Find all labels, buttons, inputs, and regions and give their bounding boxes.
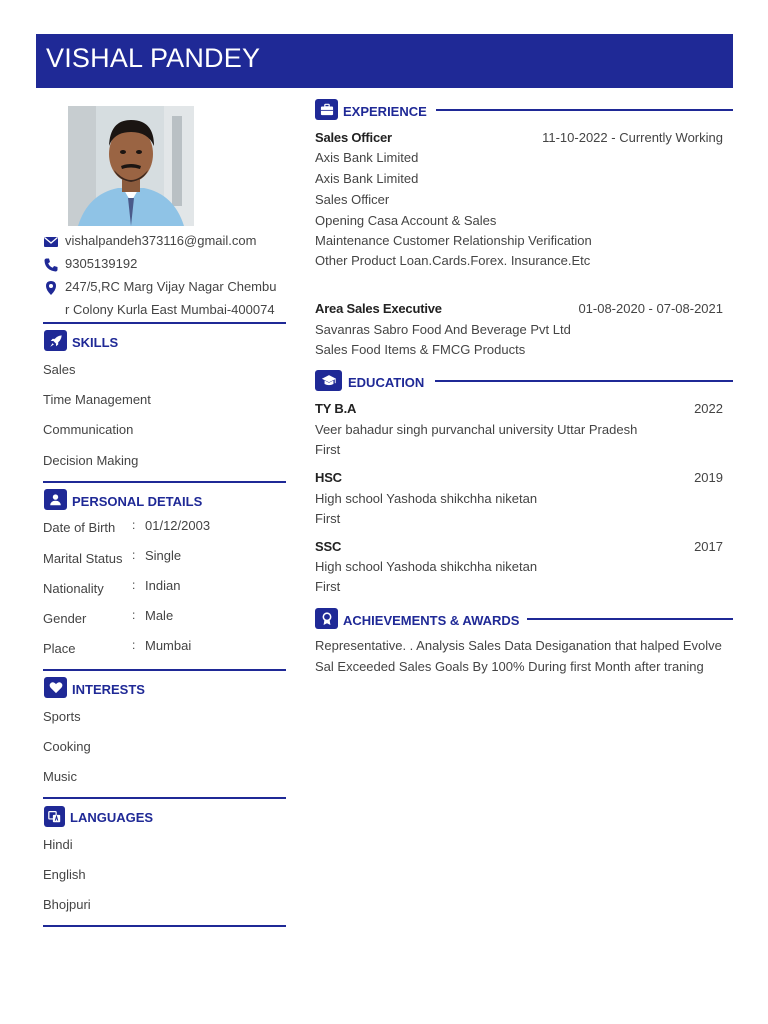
skill-item: Communication (43, 422, 134, 437)
phone-icon (43, 257, 59, 273)
rocket-icon (49, 334, 63, 348)
place-value: Mumbai (145, 638, 192, 653)
languages-divider (43, 925, 286, 927)
email-text: vishalpandeh373116@gmail.com (65, 233, 257, 248)
edu-result: First (315, 442, 341, 457)
edu-year: 2017 (694, 539, 723, 554)
profile-photo-image (68, 106, 194, 226)
address-line-2: r Colony Kurla East Mumbai-400074 (65, 302, 275, 317)
edu-year: 2019 (694, 470, 723, 485)
language-item: English (43, 867, 86, 882)
contact-email[interactable] (43, 233, 293, 251)
achievements-title: ACHIEVEMENTS & AWARDS (343, 613, 520, 628)
interests-divider (43, 797, 286, 799)
interest-item: Cooking (43, 739, 91, 754)
interests-title: INTERESTS (72, 682, 145, 697)
colon: : (132, 578, 136, 592)
colon: : (132, 518, 136, 532)
nationality-label: Nationality (43, 581, 104, 596)
dob-value: 01/12/2003 (145, 518, 211, 533)
job-line: Maintenance Customer Relationship Verification (315, 233, 592, 248)
job-dates: 11-10-2022 - Currently Working (542, 130, 723, 145)
achievements-text: Representative. . Analysis Sales Data Desiganation that halped Evolve Sal Exceeded Sales Goals By 100% During first Month after traning (315, 638, 722, 674)
candidate-name: VISHAL PANDEY (46, 43, 261, 73)
envelope-icon (43, 234, 59, 250)
job-line: Axis Bank Limited (315, 171, 419, 186)
colon: : (132, 608, 136, 622)
personal-divider (43, 669, 286, 671)
personal-title: PERSONAL DETAILS (72, 494, 203, 509)
job-line: Savanras Sabro Food And Beverage Pvt Ltd (315, 322, 571, 337)
interest-item: Music (43, 769, 77, 784)
skills-badge (44, 330, 67, 351)
experience-badge (315, 99, 338, 120)
skill-item: Sales (43, 362, 76, 377)
contact-divider (43, 322, 286, 324)
job-dates: 01-08-2020 - 07-08-2021 (578, 301, 723, 316)
place-label: Place (43, 641, 76, 656)
job-line: Sales Food Items & FMCG Products (315, 342, 526, 357)
user-icon (49, 493, 62, 506)
skills-title: SKILLS (72, 335, 119, 350)
dob-label: Date of Birth (43, 520, 116, 535)
edu-school: Veer bahadur singh purvanchal university Uttar Pradesh (315, 422, 638, 437)
graduation-cap-icon (321, 374, 337, 387)
language-item: Hindi (43, 837, 73, 852)
edu-year: 2022 (694, 401, 723, 416)
address-line-1: 247/5,RC Marg Vijay Nagar Chembu (65, 279, 277, 294)
contact-phone[interactable] (43, 256, 293, 274)
skill-item: Time Management (43, 392, 151, 407)
education-badge (315, 370, 342, 391)
heart-icon (49, 681, 63, 694)
languages-badge (44, 806, 65, 827)
personal-badge (44, 489, 67, 510)
briefcase-icon (320, 103, 334, 116)
edu-school: High school Yashoda shikchha niketan (315, 559, 538, 574)
language-item: Bhojpuri (43, 897, 91, 912)
contact-address (43, 279, 293, 321)
name-banner (36, 34, 733, 88)
nationality-value: Indian (145, 578, 181, 593)
colon: : (132, 638, 136, 652)
edu-school: High school Yashoda shikchha niketan (315, 491, 538, 506)
job-line: Opening Casa Account & Sales (315, 213, 497, 228)
edu-result: First (315, 579, 341, 594)
interest-item: Sports (43, 709, 81, 724)
location-pin-icon (43, 280, 59, 296)
languages-title: LANGUAGES (70, 810, 154, 825)
job-line: Axis Bank Limited (315, 150, 419, 165)
profile-photo (68, 106, 194, 226)
education-title: EDUCATION (348, 375, 425, 390)
achievements-badge (315, 608, 338, 629)
edu-result: First (315, 511, 341, 526)
education-rule (435, 380, 733, 382)
gender-value: Male (145, 608, 174, 623)
translate-icon (48, 810, 61, 823)
edu-degree: HSC (315, 470, 342, 485)
edu-degree: SSC (315, 539, 342, 554)
job-role: Sales Officer (315, 130, 392, 145)
phone-text: 9305139192 (65, 256, 138, 271)
job-line: Other Product Loan.Cards.Forex. Insurance.Etc (315, 253, 591, 268)
skill-item: Decision Making (43, 453, 139, 468)
colon: : (132, 548, 136, 562)
edu-degree: TY B.A (315, 401, 357, 416)
achievements-rule (527, 618, 733, 620)
marital-status-value: Single (145, 548, 182, 563)
experience-rule (436, 109, 733, 111)
job-role: Area Sales Executive (315, 301, 442, 316)
skills-divider (43, 481, 286, 483)
award-ribbon-icon (321, 612, 333, 626)
experience-title: EXPERIENCE (343, 104, 427, 119)
marital-status-label: Marital Status (43, 551, 123, 566)
gender-label: Gender (43, 611, 87, 626)
job-line: Sales Officer (315, 192, 390, 207)
interests-badge (44, 677, 67, 698)
